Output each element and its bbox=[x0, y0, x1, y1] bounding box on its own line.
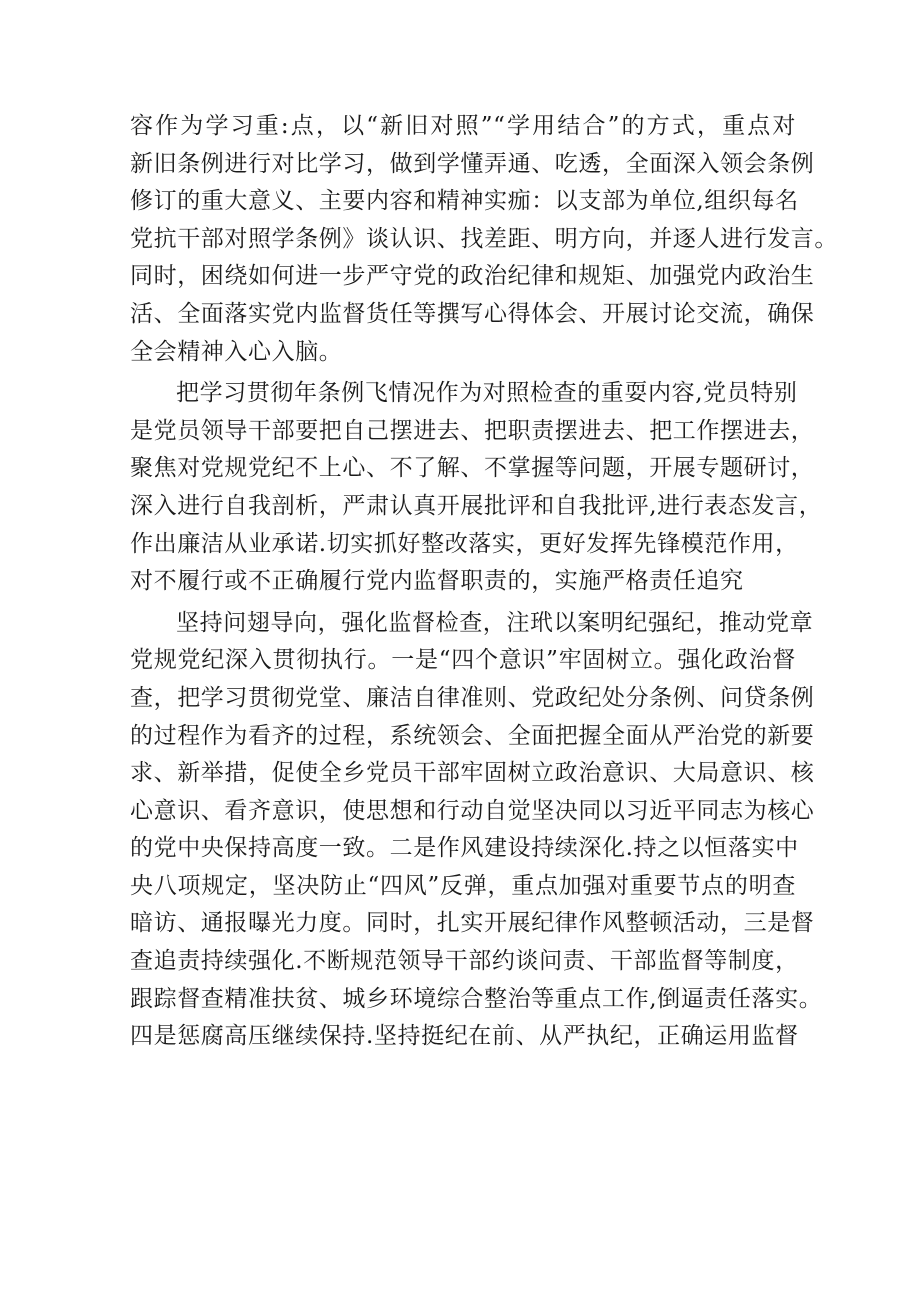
text-line: 把学习贯彻年条例飞情况作为对照检查的重耍内容,党员特别 bbox=[176, 380, 798, 407]
text-line: 容作为学习重:点，以“新旧对照”“学用结合”的方式，重点对 bbox=[130, 113, 796, 139]
text-line: 查追责持续强化.不断规范领导干部约谈问责、干部监督等制度， bbox=[130, 948, 799, 975]
text-line: 党规党纪深入贯彻执行。一是“四个意识”牢固树立。强化政治督 bbox=[130, 647, 796, 674]
text-line: 求、新举措，促使全乡党员干部牢固树立政治意识、大局意识、核 bbox=[130, 760, 815, 787]
text-line: 跟踪督查精准扶贫、城乡环境综合整治等重点工作,倒逼责任落实。 bbox=[130, 985, 823, 1012]
paragraph bbox=[130, 605, 823, 1056]
text-line: 聚焦对党规党纪不上心、不了解、不掌握等问题，开展专题研讨， bbox=[130, 455, 815, 482]
text-line: 修订的重大意义、主要内容和精神实痂：以支部为单位,组织每名 bbox=[130, 188, 799, 215]
text-line: 党抗干部对照学条例》谈认识、找差距、明方向，并逐人进行发言。 bbox=[130, 225, 838, 252]
paragraph bbox=[130, 108, 838, 371]
text-line: 的过程作为看齐的过程，系统领会、全面把握全面从严治党的新要 bbox=[130, 722, 815, 749]
text-line: 坚持问翅导向，强化监督检查，注玳以案明纪强纪，推动党章 bbox=[176, 609, 814, 636]
text-line: 暗访、通报曝光力度。同时，扎实开展纪律作风整顿活动，三是督 bbox=[130, 910, 815, 937]
text-line: 同时，困绕如何进一步严守党的政治纪律和规矩、加强党内政治生 bbox=[130, 263, 815, 290]
text-line: 心意识、看齐意识，使思想和行动自觉坚决同以习近平同志为核心 bbox=[130, 797, 815, 824]
text-line: 是党员领导干部要把自己摆进去、把职责摆进去、把工作摆进去， bbox=[130, 417, 815, 444]
text-line: 的党中央保持高度一致。二是作风建设持续深化.持之以恒落实中 bbox=[130, 835, 799, 862]
text-line: 新旧条例进行对比学习，做到学懂弄通、吃透，全面深入领会条例 bbox=[130, 150, 815, 177]
document-body bbox=[130, 108, 838, 1060]
text-line: 作出廉洁从业承诺.切实抓好整改落实，更好发挥先锋模范作用， bbox=[130, 530, 799, 557]
text-line: 对不履行或不正确履行党内监督职责的，实施严格责任追究 bbox=[130, 568, 744, 595]
text-line: 央八项规定，坚决防止“四风”反弹，重点加强对重要节点的明查 bbox=[130, 872, 796, 899]
text-line: 深入进行自我剖析，严肃认真开展批评和自我批评,进行表态发言， bbox=[130, 492, 823, 519]
text-line: 活、全面落实党内监督货任等撰写心得体会、开展讨论交流，确保 bbox=[130, 300, 815, 327]
text-line: 全会精神入心入脑。 bbox=[130, 338, 343, 365]
text-line: 四是惩腐高压继续保持.坚持挺纪在前、从严执纪，正确运用监督 bbox=[130, 1023, 799, 1050]
paragraph bbox=[130, 375, 823, 601]
text-line: 查，把学习贯彻党堂、廉洁自律准则、党政纪处分条例、问贷条例 bbox=[130, 684, 815, 711]
